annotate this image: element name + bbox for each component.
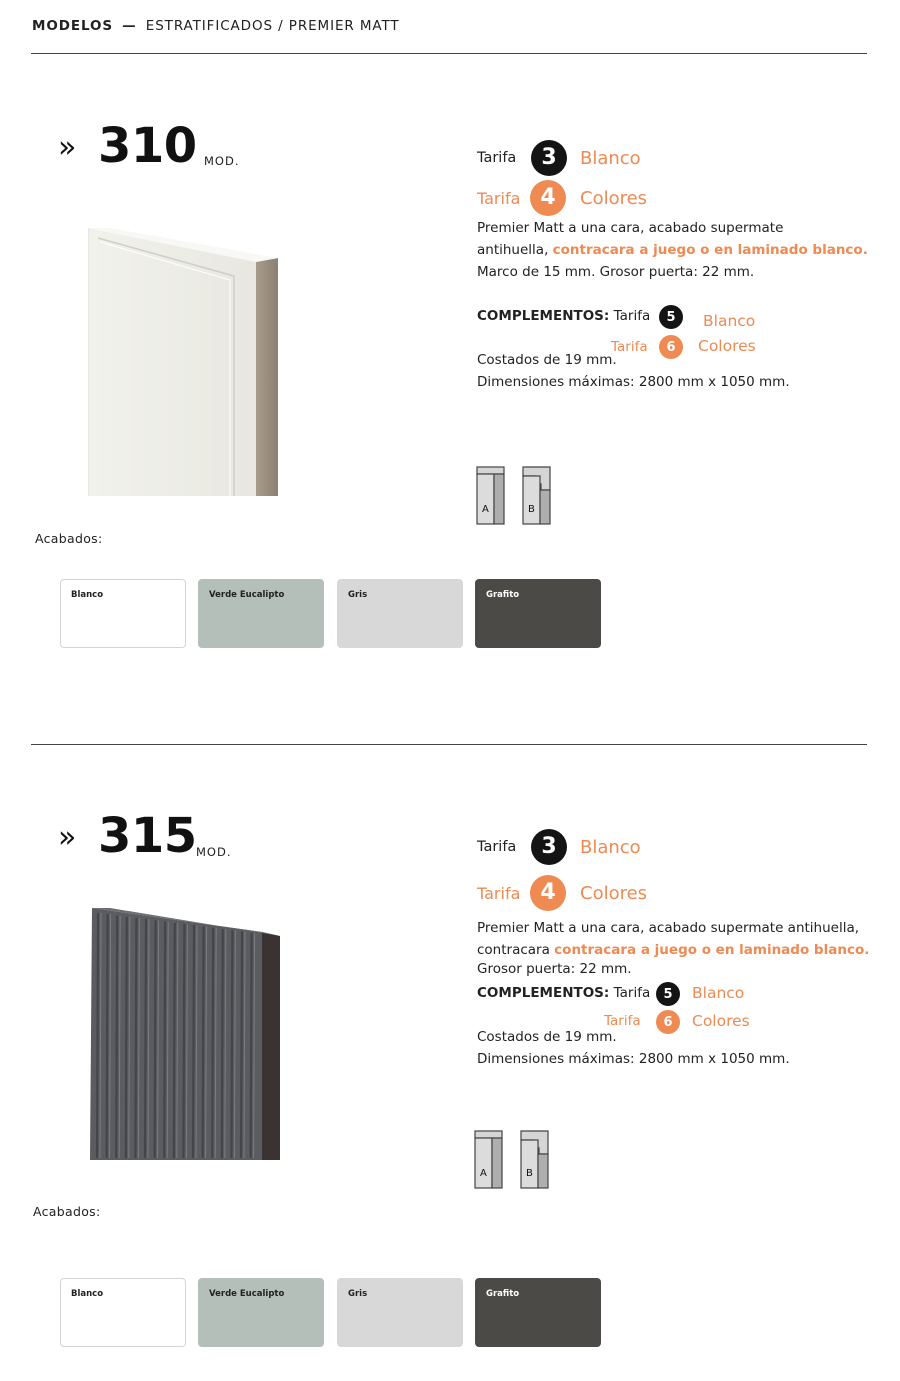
tarifa-badge-3: 3	[531, 829, 567, 865]
door-flute	[164, 922, 165, 1158]
dimensiones-text: Dimensiones máximas: 2800 mm x 1050 mm.	[477, 374, 790, 390]
finish-swatch-gris[interactable]	[337, 1278, 463, 1347]
edge-profile-a-diagram	[474, 1130, 504, 1190]
finish-swatch-grafito[interactable]	[475, 1278, 601, 1347]
door-flute	[212, 928, 213, 1158]
model-description	[477, 217, 868, 283]
finish-swatch-blanco[interactable]	[60, 579, 186, 648]
profile-a-label: A	[480, 1168, 487, 1179]
swatch-label: Grafito	[486, 1289, 520, 1299]
description-text: contracara	[477, 942, 555, 958]
breadcrumb-separator: —	[122, 18, 137, 34]
model-number: 315	[98, 808, 197, 864]
profile-b-label: B	[526, 1168, 533, 1179]
door-flute	[155, 920, 156, 1158]
costados-text: Costados de 19 mm.	[477, 1029, 617, 1045]
swatch-label: Blanco	[71, 1289, 104, 1299]
swatch-label: Verde Eucalipto	[209, 1289, 285, 1299]
complementos-value-colores: Colores	[692, 1012, 750, 1030]
tarifa-label: Tarifa	[477, 839, 517, 855]
mod-label: MOD.	[196, 845, 232, 859]
description-line: Premier Matt a una cara, acabado supermate	[477, 220, 784, 236]
complementos-tarifa-label: Tarifa	[613, 308, 651, 324]
complementos-value-colores: Colores	[698, 337, 756, 355]
complementos-row	[477, 310, 650, 324]
swatch-label: Verde Eucalipto	[209, 590, 285, 600]
complementos-label: COMPLEMENTOS:	[477, 308, 610, 324]
description-highlight: contracara a juego o en laminado blanco.	[554, 942, 870, 958]
tarifa-badge-4: 4	[530, 180, 566, 216]
door-flute	[203, 927, 204, 1158]
tarifa-label: Tarifa	[477, 150, 517, 166]
edge-profile-b-diagram	[520, 1130, 550, 1190]
tarifa-value-blanco: Blanco	[580, 837, 641, 858]
tarifa-badge-5: 5	[656, 982, 680, 1006]
tarifa-value-colores: Colores	[580, 883, 648, 904]
finish-swatch-grafito[interactable]	[475, 579, 601, 648]
swatch-label: Gris	[348, 1289, 368, 1299]
tarifa-label: Tarifa	[477, 189, 521, 208]
description-text: antihuella,	[477, 242, 553, 258]
door-flute	[135, 918, 136, 1158]
description-line	[477, 239, 868, 261]
acabados-label: Acabados:	[35, 531, 103, 546]
tarifa-label: Tarifa	[477, 884, 521, 903]
complementos-tarifa-label: Tarifa	[604, 1013, 641, 1029]
complementos-value-blanco: Blanco	[692, 984, 745, 1002]
description-line: Premier Matt a una cara, acabado supermate antihuella,	[477, 920, 860, 936]
finish-swatch-gris[interactable]	[337, 579, 463, 648]
tarifa-value-colores: Colores	[580, 188, 648, 209]
door-flute	[231, 930, 232, 1158]
edge-profile-a-diagram	[476, 466, 506, 526]
description-line: Marco de 15 mm. Grosor puerta: 22 mm.	[477, 264, 755, 280]
profile-a-label: A	[482, 504, 489, 515]
door-flute	[145, 919, 146, 1158]
complementos-label: COMPLEMENTOS:	[477, 985, 610, 1001]
model-description	[477, 917, 869, 961]
section-divider	[31, 744, 867, 745]
breadcrumb-section[interactable]: MODELOS	[32, 18, 113, 34]
grey-fluted-door-panel-image	[90, 908, 282, 1160]
description-highlight: contracara a juego o en laminado blanco.	[552, 242, 868, 258]
door-flute	[183, 924, 184, 1158]
dimensiones-text: Dimensiones máximas: 2800 mm x 1050 mm.	[477, 1051, 790, 1067]
door-flute	[107, 914, 108, 1158]
door-flute	[97, 913, 98, 1158]
swatch-label: Grafito	[486, 590, 520, 600]
edge-profile-b-diagram	[522, 466, 552, 526]
chevron-double-right-icon: »	[58, 130, 77, 165]
header-divider	[31, 53, 867, 54]
complementos-tarifa-label: Tarifa	[613, 985, 651, 1001]
swatch-label: Blanco	[71, 590, 104, 600]
description-line	[477, 939, 869, 961]
finish-swatch-verde-eucalipto[interactable]	[198, 1278, 324, 1347]
door-flute	[193, 925, 194, 1158]
complementos-tarifa-label: Tarifa	[611, 339, 648, 355]
description-line: Grosor puerta: 22 mm.	[477, 961, 632, 977]
swatch-label: Gris	[348, 590, 368, 600]
tarifa-badge-6: 6	[656, 1010, 680, 1034]
complementos-value-blanco: Blanco	[703, 312, 756, 330]
door-flute	[174, 923, 175, 1158]
door-flute	[116, 915, 117, 1158]
breadcrumb-path: ESTRATIFICADOS / PREMIER MATT	[145, 18, 400, 34]
tarifa-badge-5: 5	[659, 305, 683, 329]
costados-text: Costados de 19 mm.	[477, 352, 617, 368]
door-flute	[241, 931, 242, 1158]
profile-b-label: B	[528, 504, 535, 515]
chevron-double-right-icon: »	[58, 820, 77, 855]
tarifa-badge-4: 4	[530, 875, 566, 911]
model-number: 310	[98, 118, 197, 174]
white-door-panel-image	[88, 228, 278, 496]
acabados-label: Acabados:	[33, 1204, 101, 1219]
door-flute	[251, 933, 252, 1158]
tarifa-badge-6: 6	[659, 335, 683, 359]
mod-label: MOD.	[204, 154, 240, 168]
tarifa-badge-3: 3	[531, 140, 567, 176]
finish-swatch-blanco[interactable]	[60, 1278, 186, 1347]
breadcrumb	[32, 18, 400, 34]
door-flute	[222, 929, 223, 1158]
tarifa-value-blanco: Blanco	[580, 148, 641, 169]
finish-swatch-verde-eucalipto[interactable]	[198, 579, 324, 648]
door-flute	[126, 917, 127, 1158]
complementos-row	[477, 987, 650, 1001]
